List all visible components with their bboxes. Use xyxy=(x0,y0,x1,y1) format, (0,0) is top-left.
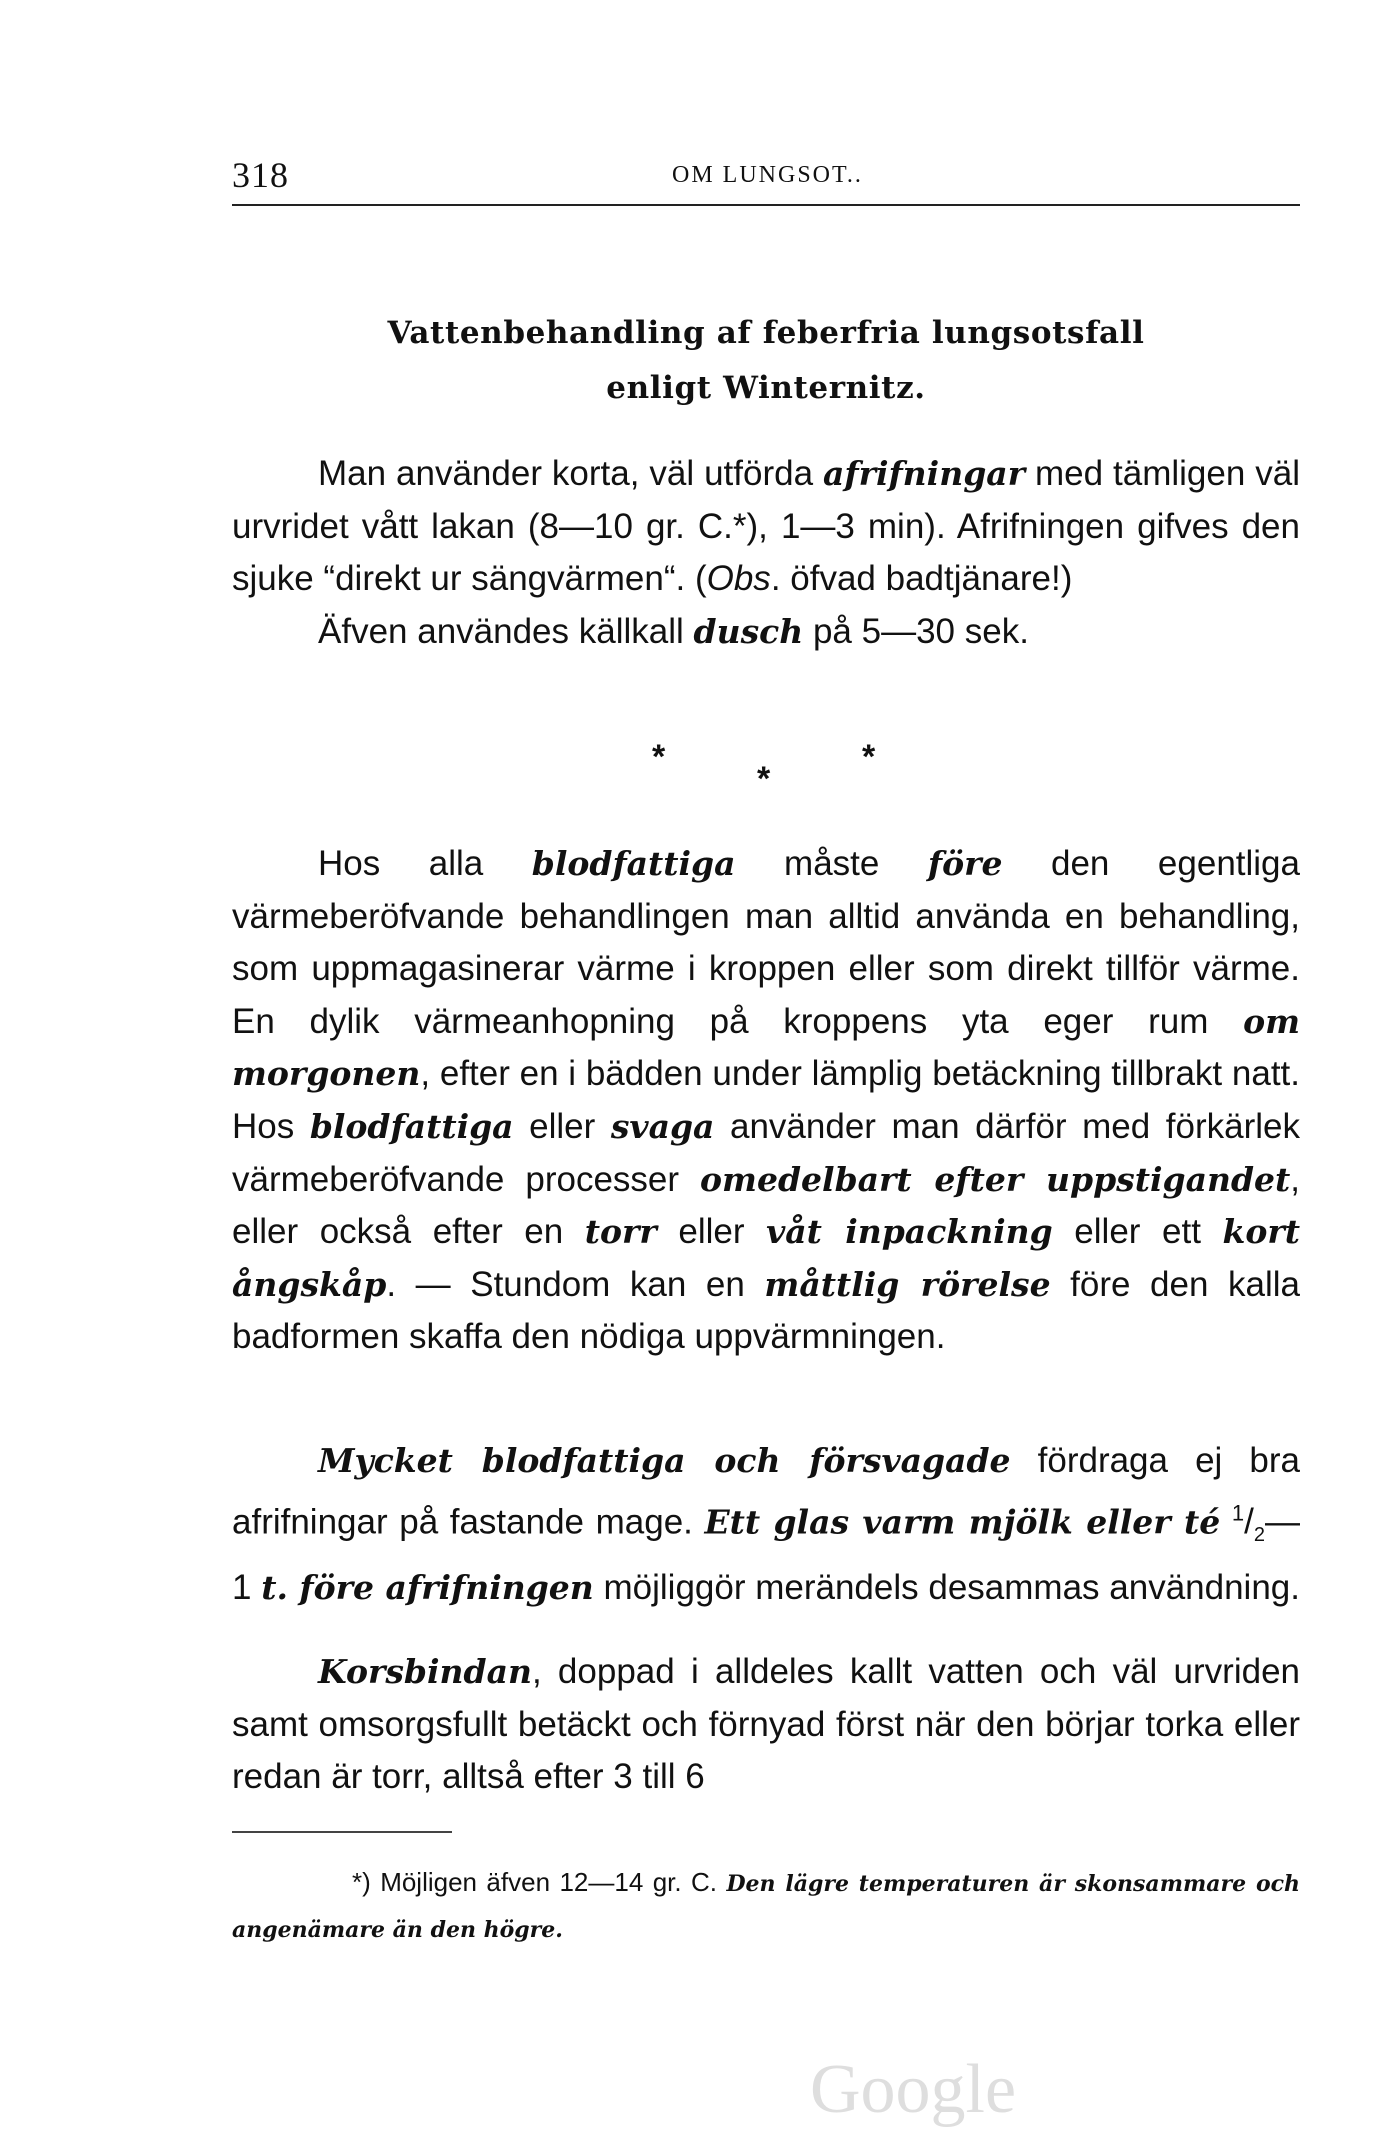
text-run: möjliggör merändels desammas användning. xyxy=(593,1567,1300,1607)
text-run: med tämligen väl urvridet vått lakan (8—10 gr. C.*), 1—3 min). Afrifningen gifves den sjuke “direkt ur sängvärmen“. ( xyxy=(232,454,1300,599)
emphasis: blodfattiga xyxy=(309,1106,514,1146)
emphasis: omedelbart efter uppstigandet xyxy=(700,1159,1291,1199)
paragraph-mycket-blodfattiga xyxy=(232,1435,1300,1614)
emphasis: Korsbindan xyxy=(318,1652,532,1691)
text-run: . öfvad badtjänare!) xyxy=(770,559,1073,599)
fraction-numerator: 1 xyxy=(1231,1500,1245,1526)
emphasis: våt inpackning xyxy=(766,1212,1053,1252)
emphasis: afrifningar xyxy=(822,454,1026,493)
emphasis: Obs xyxy=(706,559,771,599)
text-run: den egentliga värmeberöfvande behandlingen man alltid använda en behandling, som uppmagasinerar värme i kroppen eller som direkt tillför värme. En dylik värmeanhopning på kroppens yta eger rum xyxy=(232,844,1300,1041)
text-run: Man använder korta, väl utförda xyxy=(318,454,823,493)
fraction-denominator: 2 xyxy=(1253,1524,1265,1547)
emphasis: Mycket blodfattiga och försvagade xyxy=(318,1441,1011,1480)
paragraph-dusch xyxy=(232,606,1300,659)
text-run: fördraga ej bra afrifningar på fastande mage. xyxy=(232,1441,1300,1542)
paragraph-blodfattiga xyxy=(232,838,1300,1364)
emphasis: måttlig rörelse xyxy=(764,1264,1051,1304)
emphasis: dusch xyxy=(693,611,804,651)
emphasis: blodfattiga xyxy=(531,844,736,883)
section-title xyxy=(232,306,1300,416)
page-header xyxy=(232,154,1300,206)
footnote-indent xyxy=(232,1867,352,1897)
text-run: —1 xyxy=(232,1502,1300,1607)
text-run: använder man därför med förkärlek värmeberöfvande processer xyxy=(232,1106,1300,1199)
footnote-emphasis: Den lägre temperaturen är skonsammare och angenämare än den högre. xyxy=(232,1871,1301,1943)
text-run: , doppad i alldeles kallt vatten och väl urvriden samt omsorgsfullt betäckt och förnyad först när den börjar torka eller redan är torr, alltså efter 3 till 6 xyxy=(232,1652,1300,1797)
footnote-text: *) Möjligen äfven 12—14 gr. C. xyxy=(352,1867,727,1897)
emphasis: svaga xyxy=(610,1106,715,1146)
fraction: $^1/_2$ xyxy=(1231,1500,1265,1547)
emphasis: torr xyxy=(584,1212,657,1252)
footnote-divider xyxy=(232,1831,452,1833)
paragraph-korsbindan xyxy=(232,1646,1300,1804)
text-run: före den kalla badformen skaffa den nödiga uppvärmningen. xyxy=(232,1264,1300,1357)
asterism-star: * xyxy=(652,738,666,776)
emphasis: kort ångskåp xyxy=(232,1212,1300,1304)
paragraph-afrifningar xyxy=(232,448,1300,606)
text-run: , eller också efter en xyxy=(232,1159,1300,1252)
body-paragraph-mycket-blodfattiga xyxy=(232,1435,1300,1614)
emphasis: Ett glas varm mjölk eller té xyxy=(704,1502,1221,1542)
section-title-line-1: Vattenbehandling af feberfria lungsotsfall xyxy=(387,315,1145,351)
treatment-paragraphs xyxy=(232,448,1300,658)
text-run: , efter en i bädden under lämplig betäckning tillbrakt natt. Hos xyxy=(232,1054,1300,1146)
text-run: Äfven användes källkall xyxy=(318,611,694,651)
text-run: eller ett xyxy=(1052,1212,1223,1252)
watermark: Google xyxy=(810,2051,1017,2128)
body-paragraph-blodfattiga xyxy=(232,838,1300,1364)
emphasis: t. före afrifningen xyxy=(261,1567,594,1607)
asterism-star: * xyxy=(862,738,876,776)
text-run: . — Stundom kan en xyxy=(386,1264,765,1304)
text-run: på 5—30 sek. xyxy=(803,611,1029,651)
emphasis: före xyxy=(927,844,1003,883)
text-run: eller xyxy=(513,1106,611,1146)
emphasis: om morgonen xyxy=(232,1001,1300,1094)
asterism-star: * xyxy=(757,760,771,798)
running-title: OM LUNGSOT.. xyxy=(672,162,863,188)
page-number: 318 xyxy=(232,155,289,195)
body-paragraph-korsbindan xyxy=(232,1646,1300,1804)
section-title-line-2: enligt Winternitz. xyxy=(606,370,926,406)
text-run: måste xyxy=(735,844,928,883)
footnote xyxy=(232,1860,1300,1952)
text-run: eller xyxy=(656,1212,767,1252)
text-run: Hos alla xyxy=(318,844,532,883)
